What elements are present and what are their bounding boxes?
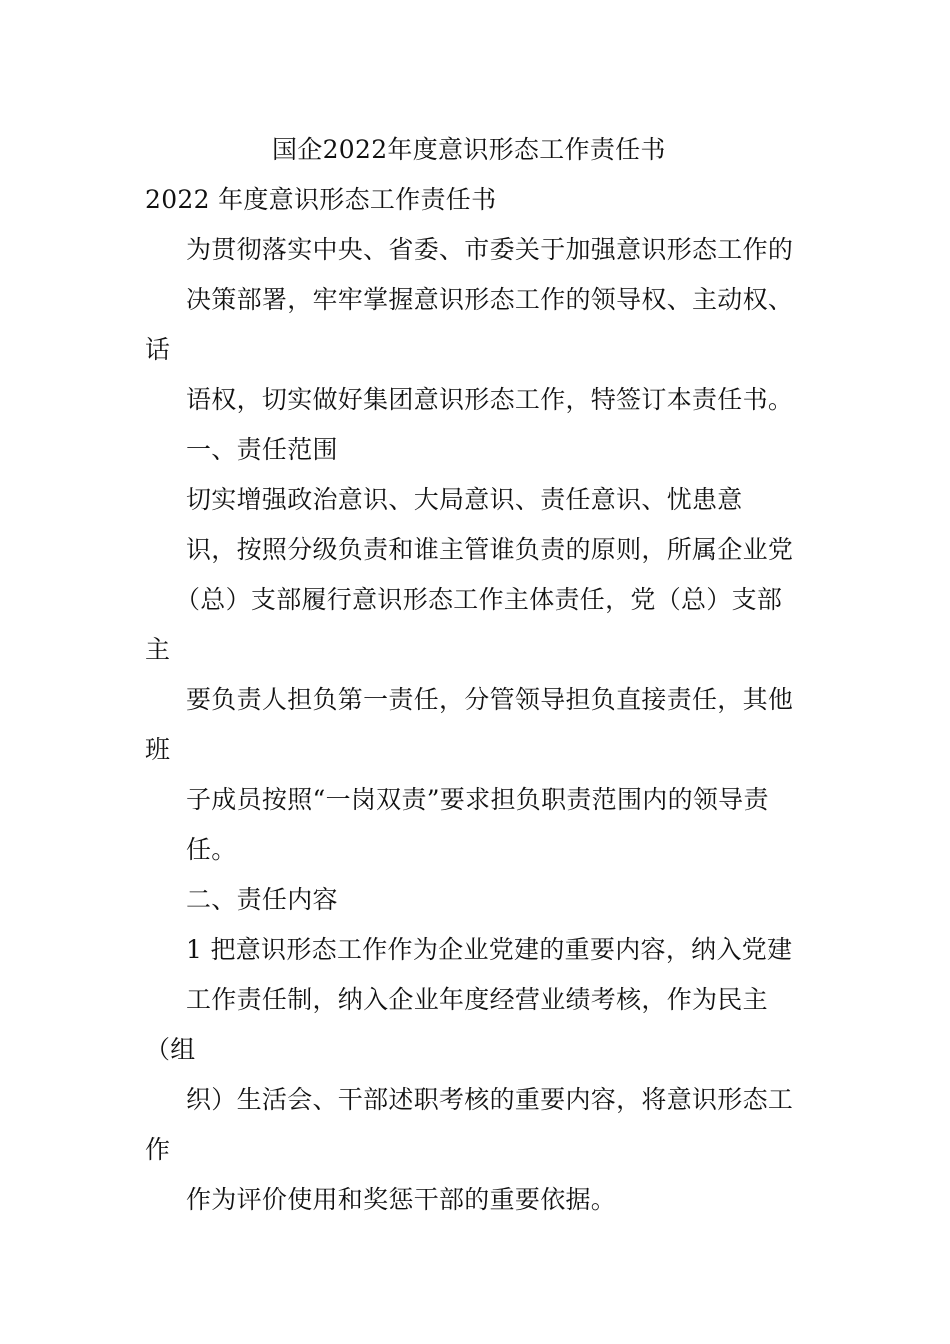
paragraph-line: 决策部署，牢牢掌握意识形态工作的领导权、主动权、 <box>186 285 794 314</box>
paragraph-line: 工作责任制，纳入企业年度经营业绩考核，作为民主 <box>186 985 768 1014</box>
paragraph-line: 识，按照分级负责和谁主管谁负责的原则，所属企业党 <box>186 535 794 564</box>
paragraph-line: 话 <box>145 335 171 364</box>
paragraph-line: （组 <box>145 1035 196 1064</box>
paragraph-line: 织）生活会、干部述职考核的重要内容，将意识形态工 <box>186 1085 794 1114</box>
paragraph-line: （总）支部履行意识形态工作主体责任，党（总）支部 <box>175 585 783 614</box>
section-heading: 二、责任内容 <box>186 885 338 914</box>
section-heading: 一、责任范围 <box>186 435 338 464</box>
document-title: 国企2022年度意识形态工作责任书 <box>272 135 666 164</box>
paragraph-line: 切实增强政治意识、大局意识、责任意识、忧患意 <box>186 485 743 514</box>
document-subtitle: 2022 年度意识形态工作责任书 <box>145 185 497 214</box>
paragraph-line: 语权，切实做好集团意识形态工作，特签订本责任书。 <box>186 385 794 414</box>
paragraph-line: 子成员按照“一岗双责”要求担负职责范围内的领导责 <box>186 785 769 814</box>
paragraph-line: 为贯彻落实中央、省委、市委关于加强意识形态工作的 <box>186 235 794 264</box>
paragraph-line: 1 把意识形态工作作为企业党建的重要内容，纳入党建 <box>186 935 793 964</box>
paragraph-line: 作 <box>145 1135 171 1164</box>
paragraph-line: 班 <box>145 735 171 764</box>
paragraph-line: 主 <box>145 635 171 664</box>
paragraph-line: 任。 <box>186 835 237 864</box>
paragraph-line: 作为评价使用和奖惩干部的重要依据。 <box>186 1185 617 1214</box>
paragraph-line: 要负责人担负第一责任，分管领导担负直接责任，其他 <box>186 685 794 714</box>
